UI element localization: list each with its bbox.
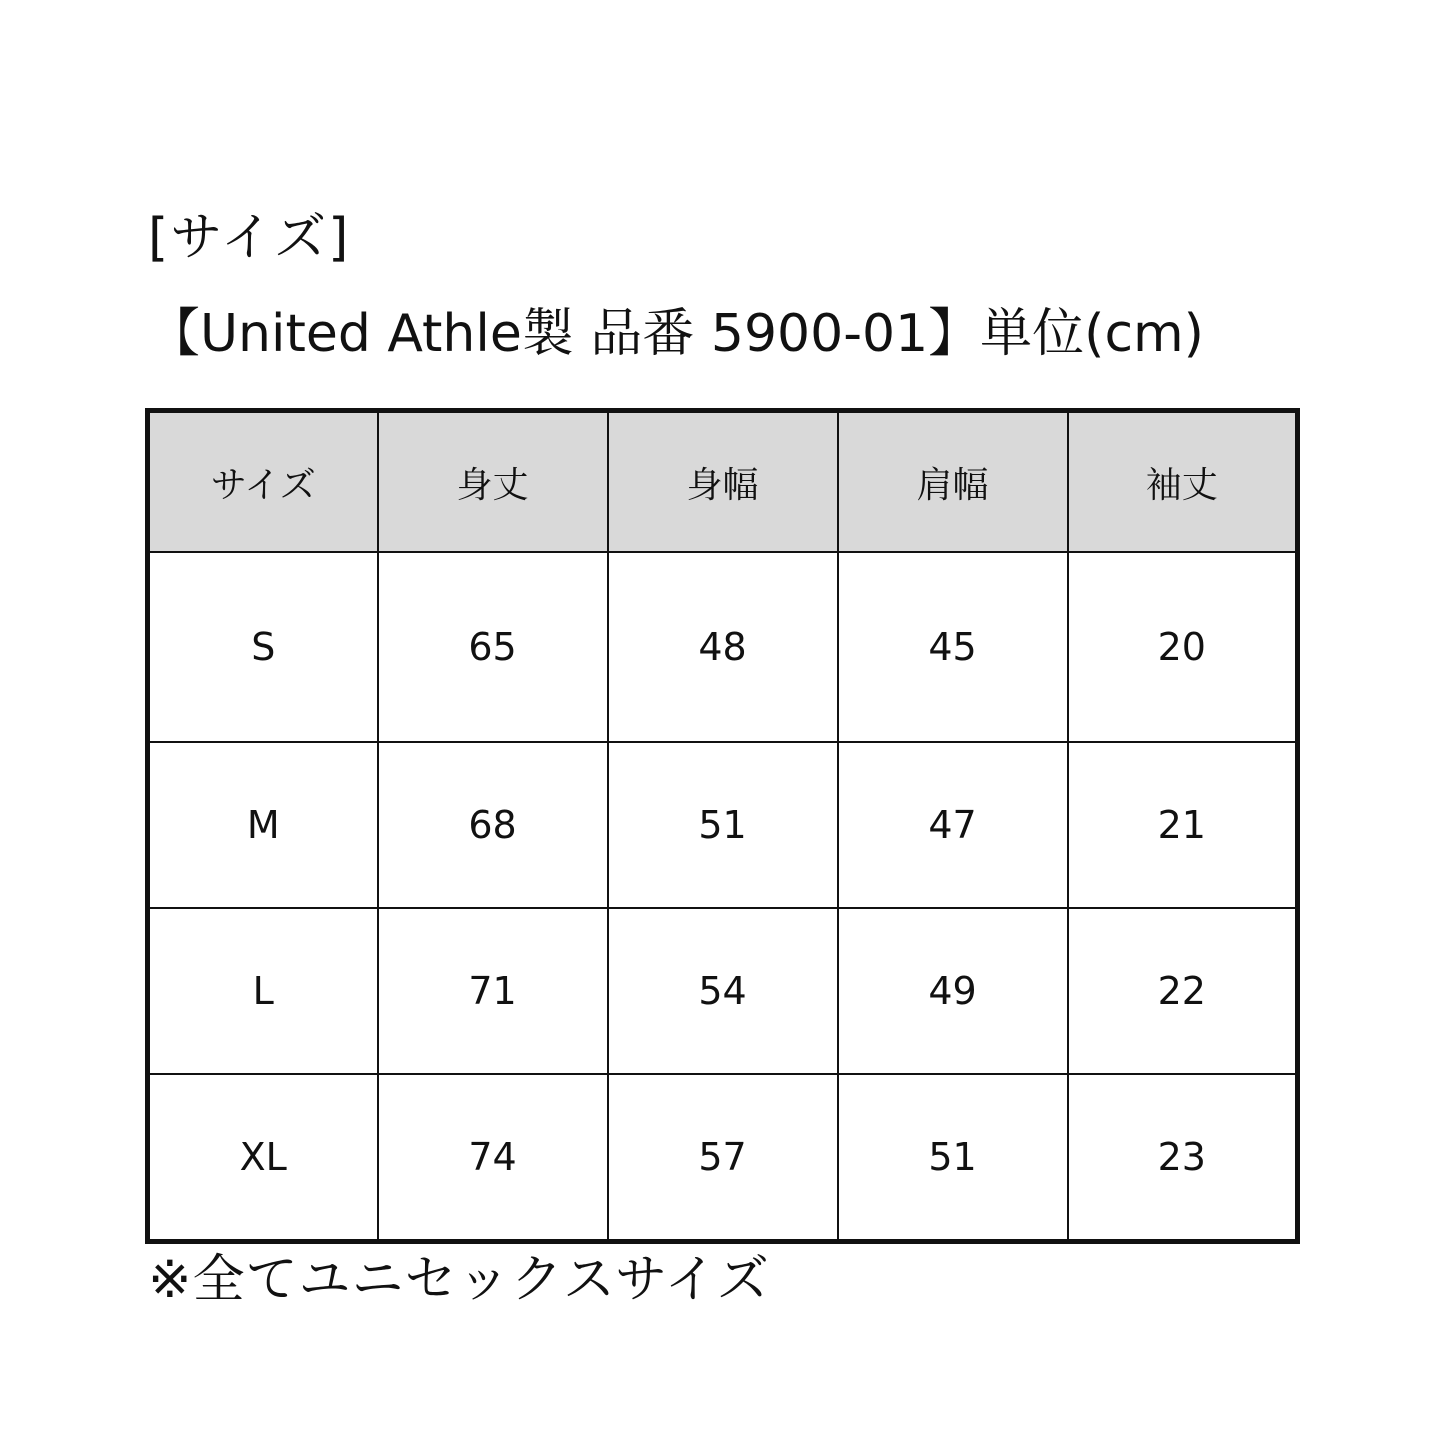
cell-size: M bbox=[148, 742, 378, 908]
size-heading: [サイズ] bbox=[148, 208, 351, 268]
cell-body-width: 57 bbox=[608, 1074, 838, 1242]
cell-size: S bbox=[148, 552, 378, 742]
cell-shoulder-width: 47 bbox=[838, 742, 1068, 908]
table-row bbox=[148, 742, 1298, 908]
cell-shoulder-width: 45 bbox=[838, 552, 1068, 742]
cell-sleeve-length: 23 bbox=[1068, 1074, 1298, 1242]
cell-body-length: 71 bbox=[378, 908, 608, 1074]
table-row bbox=[148, 908, 1298, 1074]
col-header-body-length: 身丈 bbox=[378, 411, 608, 553]
cell-shoulder-width: 51 bbox=[838, 1074, 1068, 1242]
cell-body-length: 65 bbox=[378, 552, 608, 742]
col-header-body-width: 身幅 bbox=[608, 411, 838, 553]
cell-size: XL bbox=[148, 1074, 378, 1242]
col-header-sleeve-length: 袖丈 bbox=[1068, 411, 1298, 553]
size-chart-table bbox=[145, 408, 1300, 1244]
cell-size: L bbox=[148, 908, 378, 1074]
cell-body-width: 54 bbox=[608, 908, 838, 1074]
product-subheading: 【United Athle製 品番 5900-01】単位(cm) bbox=[148, 304, 1204, 364]
cell-sleeve-length: 22 bbox=[1068, 908, 1298, 1074]
table-row bbox=[148, 552, 1298, 742]
table-row bbox=[148, 1074, 1298, 1242]
cell-shoulder-width: 49 bbox=[838, 908, 1068, 1074]
col-header-shoulder-width: 肩幅 bbox=[838, 411, 1068, 553]
cell-body-length: 74 bbox=[378, 1074, 608, 1242]
col-header-size: サイズ bbox=[148, 411, 378, 553]
unisex-footnote: ※全てユニセックスサイズ bbox=[148, 1250, 770, 1310]
cell-body-width: 51 bbox=[608, 742, 838, 908]
table-header-row bbox=[148, 411, 1298, 553]
cell-sleeve-length: 21 bbox=[1068, 742, 1298, 908]
cell-body-width: 48 bbox=[608, 552, 838, 742]
cell-body-length: 68 bbox=[378, 742, 608, 908]
cell-sleeve-length: 20 bbox=[1068, 552, 1298, 742]
